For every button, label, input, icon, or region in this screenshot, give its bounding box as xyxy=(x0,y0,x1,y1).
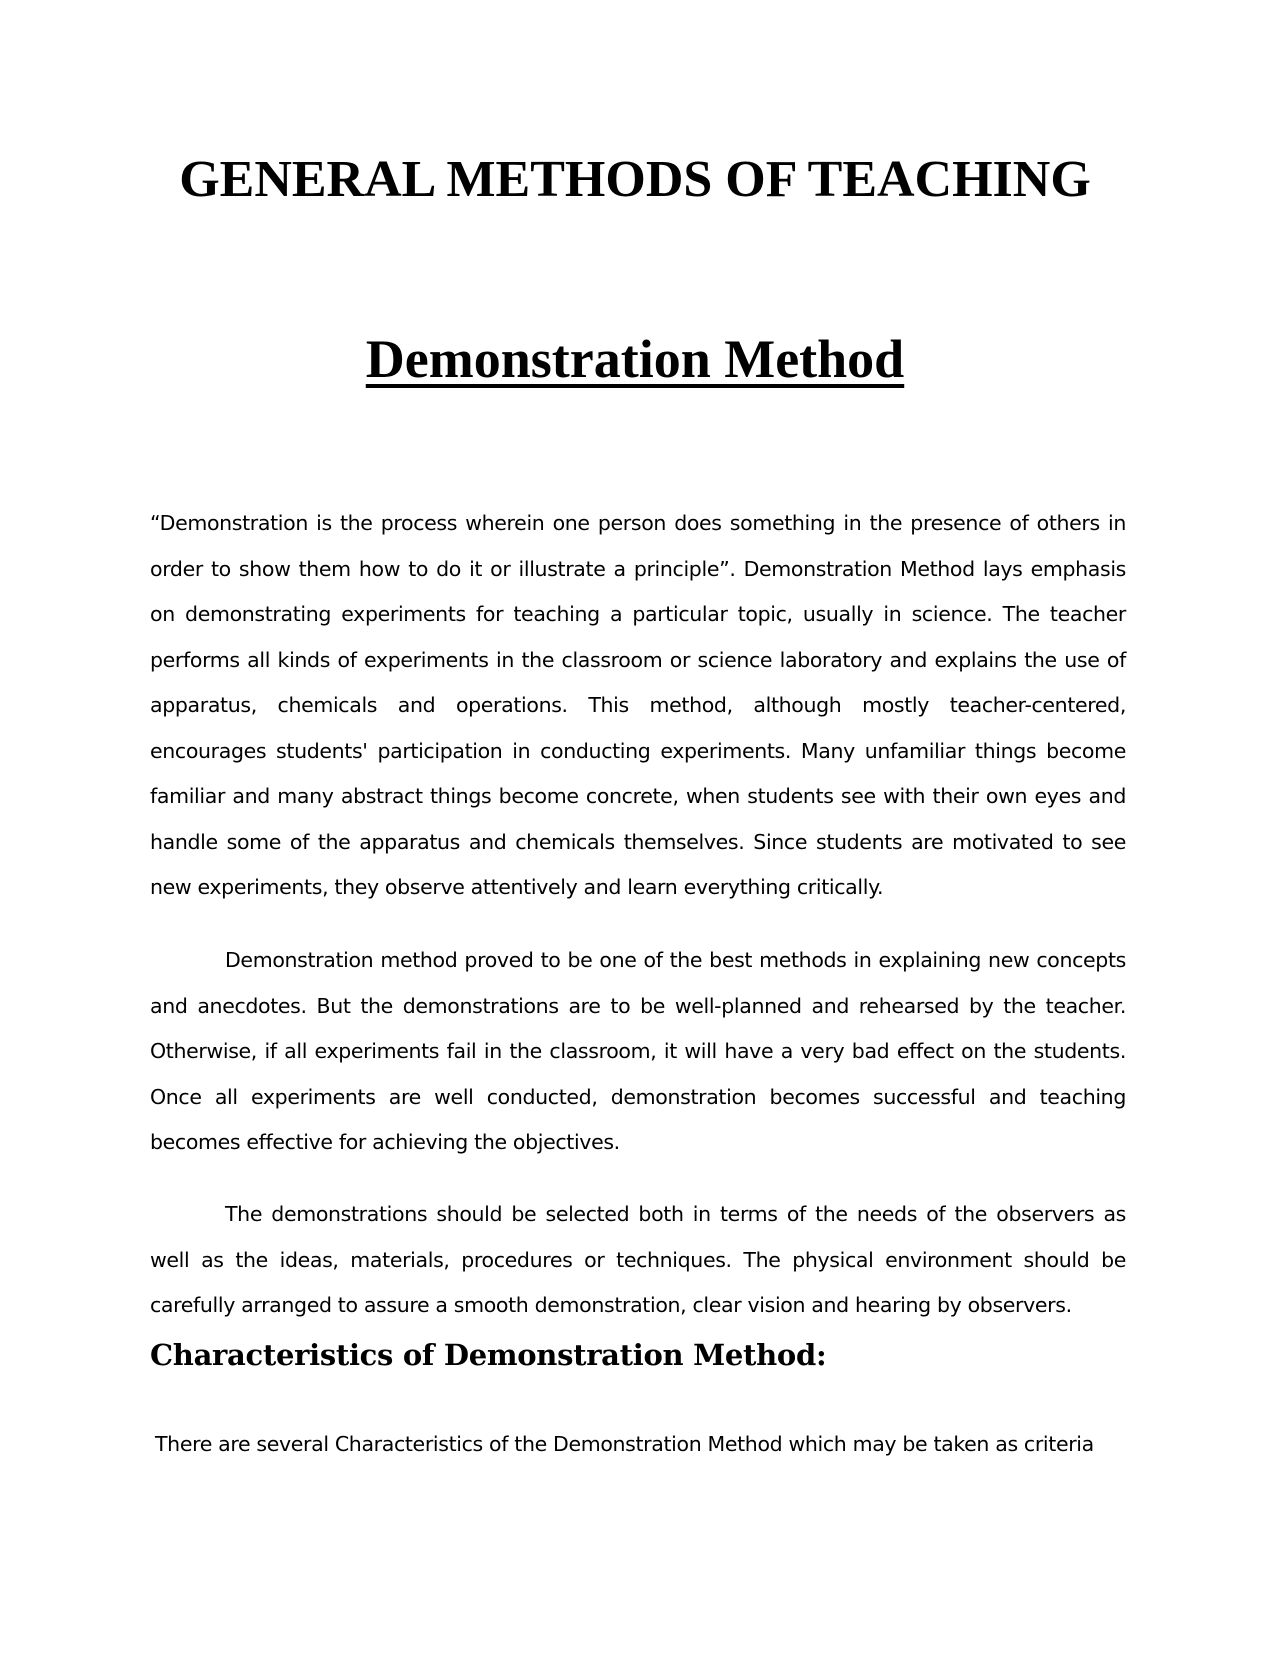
paragraph-definition: “Demonstration is the process wherein one person does something in the presence of others in order to show them how to do it or illustrate a principle”. Demonstration Method lays emphasis on demonstrating experiments for teaching a particular topic, usually in science. The teacher performs all kinds of experiments in the classroom or science laboratory and explains the use of apparatus, chemicals and operations. This method, although mostly teacher-centered, encourages students' participation in conducting experiments. Many unfamiliar things become familiar and many abstract things become concrete, when students see with their own eyes and handle some of the apparatus and chemicals themselves. Since students are motivated to see new experiments, they observe attentively and learn everything critically. xyxy=(150,511,1126,899)
document-title: GENERAL METHODS OF TEACHING xyxy=(179,151,1091,208)
paragraph-characteristics-intro: There are several Characteristics of the Demonstration Method which may be taken as criteria xyxy=(155,1432,1094,1456)
characteristics-heading: Characteristics of Demonstration Method: xyxy=(150,1338,827,1372)
section-title xyxy=(0,326,1270,392)
paragraph-effectiveness: Demonstration method proved to be one of the best methods in explaining new concepts and anecdotes. But the demonstrations are to be well-planned and rehearsed by the teacher. Otherwise, if all experiments fail in the classroom, it will have a very bad effect on the students. Once all experiments are well conducted, demonstration becomes successful and teaching becomes effective for achieving the objectives. xyxy=(150,948,1126,1154)
section-title-text: Demonstration Method xyxy=(365,329,905,389)
paragraph-selection: The demonstrations should be selected both in terms of the needs of the observers as well as the ideas, materials, procedures or techniques. The physical environment should be carefully arranged to assure a smooth demonstration, clear vision and hearing by observers. xyxy=(150,1202,1126,1317)
